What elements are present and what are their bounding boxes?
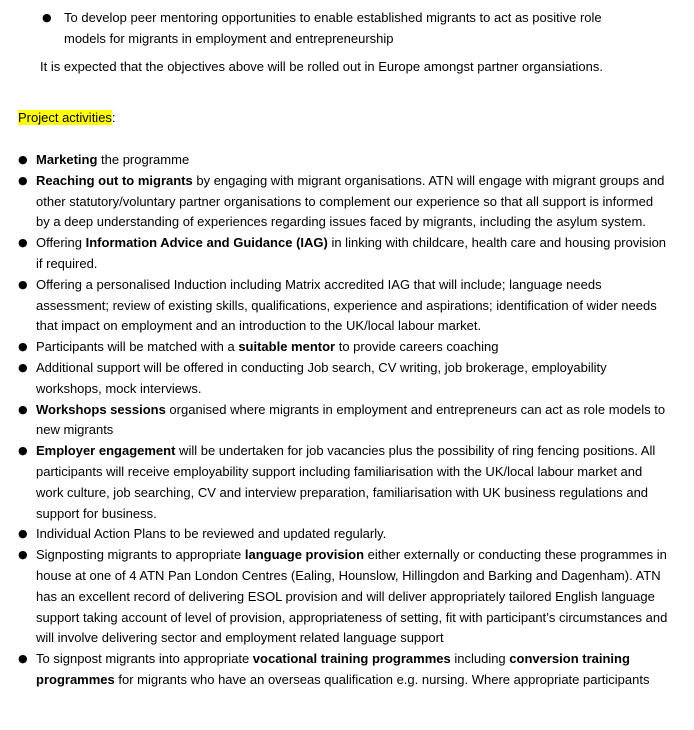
text: the programme [97,152,190,167]
list-item-text: To develop peer mentoring opportunities to enable established migrants to act as positive role models for migrants in employment and entrepreneurship [64,10,602,46]
list-item [0,649,668,691]
bold-text: Reaching out to migrants [36,172,193,188]
text: To signpost migrants into appropriate [36,651,253,667]
list-item [0,358,668,400]
bullet-icon: ● [42,11,52,24]
bullet-icon: ● [18,527,28,541]
list-item [0,150,668,171]
text: for migrants who have an overseas qualification e.g. nursing. Where appropriate participants [114,671,650,687]
bullet-icon: ● [18,277,28,291]
bold-text: Employer engagement [36,443,176,459]
list-item [0,400,668,442]
bold-text: Workshops sessions [36,401,166,417]
text: by engaging with migrant organisations. ATN will engage with migrant groups and other statutory/voluntary partner organisations to complement our experience so that all support is informed by a deep understanding of experiences regarding issues faced by migrants, including the asylum system. [36,172,665,230]
bullet-icon: ● [18,548,28,562]
text: to provide careers coaching [335,339,499,355]
text: Individual Action Plans to be reviewed and updated regularly. [36,526,387,542]
rollout-paragraph: It is expected that the objectives above will be rolled out in Europe amongst partner organsiations. [40,59,603,74]
list-item [0,545,668,649]
text: organised where migrants in employment and entrepreneurs can act as role models to new migrants [36,401,666,438]
activities-list [0,150,694,691]
list-item [0,171,668,233]
heading-colon: : [111,110,116,125]
text: either externally or conducting these programmes in house at one of 4 ATN Pan London Centres (Ealing, Hounslow, Hillingdon and Barking and Dagenham). ATN has an excellent record of delivering ESOL provision and will deliver appropriately tailored English language support taking account of level of provision, appropriateness of setting, fit with participant’s circumstances and will involve delivering sector and employment related language support [36,547,668,646]
bullet-icon: ● [18,173,28,187]
text: Offering a personalised Induction including Matrix accredited IAG that will include; language needs assessment; review of existing skills, qualifications, experience and aspirations; identification of wider needs that impact on employment and an introduction to the UK/local labour market. [36,276,657,334]
list-item [0,233,668,275]
text: Participants will be matched with a [36,339,239,355]
list-item [0,8,604,50]
list-item [0,524,668,545]
bullet-icon: ● [18,444,28,458]
list-item [0,337,668,358]
bold-text: conversion training programmes [36,651,630,687]
bold-text: vocational training programmes [252,651,451,667]
bullet-icon: ● [18,402,28,416]
bullet-icon: ● [18,360,28,374]
bold-text: suitable mentor [238,339,336,355]
list-item [0,441,668,524]
bullet-icon: ● [18,340,28,354]
objectives-list [0,8,694,50]
text: including [450,651,510,667]
text: will be undertaken for job vacancies plus the possibility of ring fencing positions. All participants will receive employability support including familiarisation with the UK/local labour market and work culture, job searching, CV and interview preparation, familiarisation with UK business regulations and support for business. [36,443,656,521]
section-heading [18,108,116,129]
bold-text: Information Advice and Guidance (IAG) [85,235,328,251]
text: in linking with childcare, health care and housing provision if required. [36,235,667,271]
highlighted-heading-text: Project activities [18,110,112,125]
bullet-icon: ● [18,652,28,666]
bullet-icon: ● [18,153,28,166]
text: Offering [36,235,86,251]
list-item [0,275,668,337]
bold-text: language provision [244,547,365,563]
text: Signposting migrants to appropriate [36,547,245,563]
text: Additional support will be offered in conducting Job search, CV writing, job brokerage, employability workshops, mock interviews. [36,359,607,396]
bold-text: Marketing [36,152,98,167]
bullet-icon: ● [18,236,28,250]
